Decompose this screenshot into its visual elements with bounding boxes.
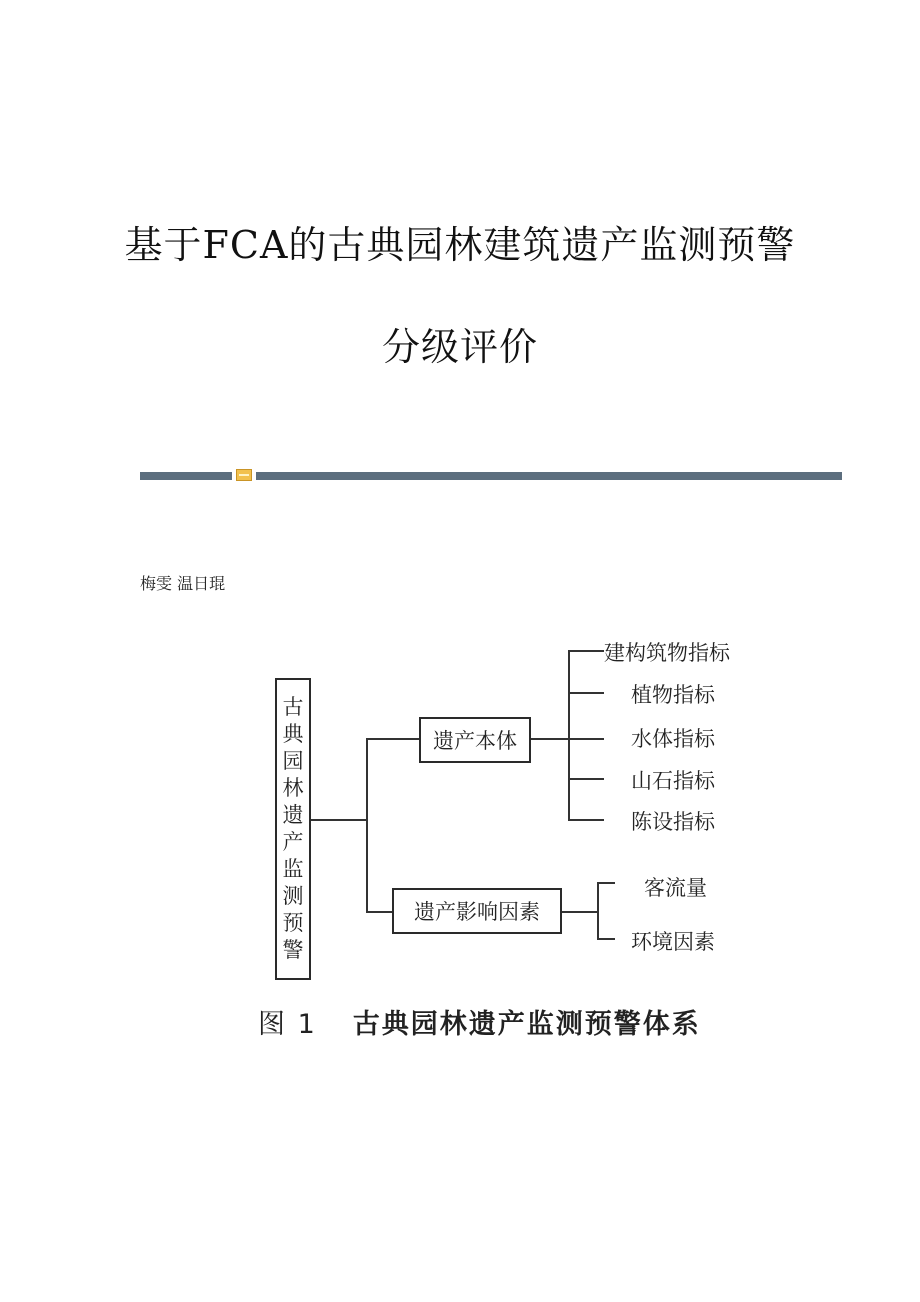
connector-to-branch-1 xyxy=(366,738,419,740)
leaf-node: 山石指标 xyxy=(631,769,715,793)
connector-branch-2-out xyxy=(562,911,598,913)
leaf-node: 水体指标 xyxy=(631,727,715,751)
root-node xyxy=(275,678,311,980)
root-char: 古 xyxy=(282,695,304,719)
root-char: 警 xyxy=(282,938,304,962)
authors: 梅雯 温日琨 xyxy=(140,574,226,593)
leaf-tick xyxy=(568,650,604,652)
leaf-node: 建构筑物指标 xyxy=(604,641,730,665)
leaf-tick xyxy=(568,819,604,821)
root-char: 监 xyxy=(282,857,304,881)
connector-branch-2-bracket xyxy=(597,882,599,940)
leaf-node: 环境因素 xyxy=(631,930,715,954)
leaf-node: 植物指标 xyxy=(631,683,715,707)
divider-envelope-icon xyxy=(236,469,252,481)
connector-branch-1-out xyxy=(531,738,569,740)
root-char: 产 xyxy=(282,830,304,854)
title-divider-right xyxy=(256,472,842,480)
connector-to-branch-2 xyxy=(366,911,392,913)
leaf-tick xyxy=(568,692,604,694)
root-char: 预 xyxy=(282,911,304,935)
leaf-tick xyxy=(597,882,615,884)
leaf-node: 客流量 xyxy=(644,876,707,900)
root-char: 测 xyxy=(282,884,304,908)
figure-caption xyxy=(258,1002,701,1041)
figure-caption-number: 图 1 xyxy=(258,1009,317,1040)
leaf-tick xyxy=(568,738,604,740)
leaf-tick xyxy=(597,938,615,940)
figure-caption-text: 古典园林遗产监测预警体系 xyxy=(352,1009,701,1040)
document-title-line-1: 基于FCA的古典园林建筑遗产监测预警 xyxy=(124,223,796,267)
branch-node-impact-factors: 遗产影响因素 xyxy=(392,888,562,934)
document-title-line-2: 分级评价 xyxy=(381,325,538,369)
leaf-tick xyxy=(568,778,604,780)
leaf-node: 陈设指标 xyxy=(631,810,715,834)
root-char: 典 xyxy=(282,722,304,746)
root-char: 林 xyxy=(282,776,304,800)
figure-diagram xyxy=(250,620,770,1040)
root-char: 园 xyxy=(282,749,304,773)
connector-root xyxy=(311,819,367,821)
connector-trunk xyxy=(366,738,368,912)
connector-branch-1-bracket xyxy=(568,650,570,820)
root-char: 遗 xyxy=(282,803,304,827)
branch-node-heritage-body: 遗产本体 xyxy=(419,717,531,763)
title-divider-left xyxy=(140,472,232,480)
